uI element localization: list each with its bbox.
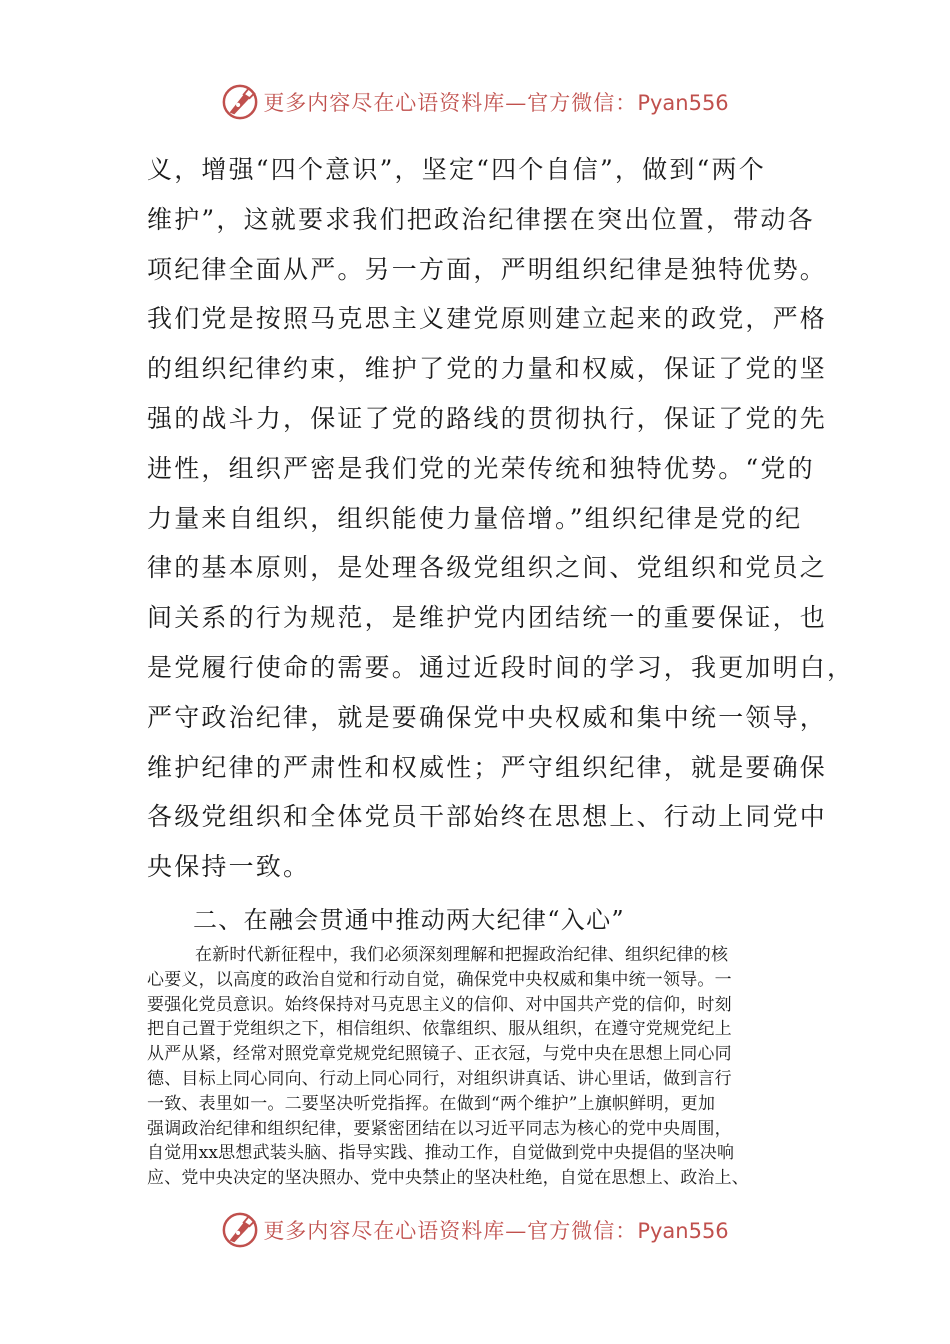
paragraph-line: 把自己置于党组织之下，相信组织、依靠组织、服从组织，在遵守党规党纪上	[147, 1019, 732, 1040]
paragraph-line: 要强化党员意识。始终保持对马克思主义的信仰、对中国共产党的信仰，时刻	[147, 994, 732, 1015]
section-heading: 二、在融会贯通中推动两大纪律“入心”	[193, 905, 625, 934]
header-banner	[0, 82, 950, 122]
body-line: 各级党组织和全体党员干部始终在思想上、行动上同党中	[147, 802, 828, 832]
paragraph-line: 德、目标上同心同向、行动上同心同行，对组织讲真话、讲心里话，做到言行	[147, 1068, 732, 1089]
footer-banner	[0, 1210, 950, 1250]
paragraph-line: 应、党中央决定的坚决照办、党中央禁止的坚决杜绝，自觉在思想上、政治上、	[147, 1168, 749, 1189]
banner-slogan: 更多内容尽在心语资料库—官方微信：	[263, 1219, 638, 1243]
banner-wechat-id: Pyan556	[637, 1219, 729, 1243]
banner-text	[263, 87, 728, 117]
body-line: 强的战斗力，保证了党的路线的贯彻执行，保证了党的先	[147, 403, 828, 433]
body-text-small	[147, 943, 807, 1191]
pen-nib-logo-icon	[221, 83, 259, 121]
body-line: 我们党是按照马克思主义建党原则建立起来的政党，严格	[147, 304, 828, 334]
body-line: 维护”，这就要求我们把政治纪律摆在突出位置，带动各	[147, 204, 815, 234]
paragraph-line: 从严从紧，经常对照党章党规党纪照镜子、正衣冠，与党中央在思想上同心同	[147, 1044, 732, 1065]
body-line: 的组织纪律约束，维护了党的力量和权威，保证了党的坚	[147, 354, 828, 384]
body-line: 严守政治纪律，就是要确保党中央权威和集中统一领导，	[147, 702, 828, 732]
body-line: 义，增强“四个意识”，坚定“四个自信”，做到“两个	[147, 155, 766, 184]
paragraph-line: 在新时代新征程中，我们必须深刻理解和把握政治纪律、组织纪律的核	[195, 944, 729, 965]
pen-nib-logo-icon	[221, 1211, 259, 1249]
body-line: 力量来自组织，组织能使力量倍增。”组织纪律是党的纪	[147, 503, 803, 533]
banner-text	[263, 1215, 728, 1245]
body-text-large	[147, 145, 855, 892]
body-line: 项纪律全面从严。另一方面，严明组织纪律是独特优势。	[147, 254, 828, 284]
paragraph-line: 心要义，以高度的政治自觉和行动自觉，确保党中央权威和集中统一领导。一	[147, 969, 732, 990]
paragraph-line: 强调政治纪律和组织纪律，要紧密团结在以习近平同志为核心的党中央周围，	[147, 1118, 732, 1139]
body-line: 维护纪律的严肃性和权威性；严守组织纪律，就是要确保	[147, 752, 828, 782]
banner-slogan: 更多内容尽在心语资料库—官方微信：	[263, 91, 638, 115]
banner-wechat-id: Pyan556	[637, 91, 729, 115]
body-line: 间关系的行为规范，是维护党内团结统一的重要保证，也	[147, 603, 828, 633]
document-body	[147, 145, 855, 1191]
body-line: 央保持一致。	[147, 852, 311, 882]
paragraph-line: 自觉用xx思想武装头脑、指导实践、推动工作，自觉做到党中央提倡的坚决响	[147, 1143, 735, 1164]
body-line: 进性，组织严密是我们党的光荣传统和独特优势。“党的	[147, 453, 815, 483]
body-line: 律的基本原则，是处理各级党组织之间、党组织和党员之	[147, 553, 828, 583]
paragraph-line: 一致、表里如一。二要坚决听党指挥。在做到“两个维护”上旗帜鲜明，更加	[147, 1093, 716, 1114]
body-line: 是党履行使命的需要。通过近段时间的学习，我更加明白，	[147, 652, 855, 682]
